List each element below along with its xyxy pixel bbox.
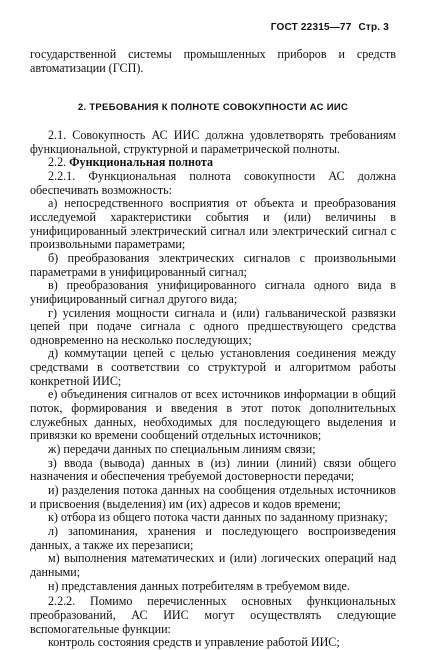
page-number: Стр. 3 (358, 22, 389, 33)
list-item: л) запоминания, хранения и последующего воспроизведения данных, а также их перезаписи; (30, 524, 396, 552)
paragraph-2-2-2: 2.2.2. Помимо перечисленных основных функциональных преобразований, АС ИИС могут осуществлять следующие вспомогательные функции: (30, 594, 396, 636)
list-item: и) разделения потока данных на сообщения отдельных источников и присвоения (выделения) им (их) адресов и кодов времени; (30, 483, 396, 511)
list-item: а) непосредственного восприятия от объекта и преобразования исследуемой характеристики события и (или) величины в унифицированный электрический сигнал или электрический сигнал с произвольными параметрами; (30, 196, 396, 252)
last-line: контроль состояния средств и управление работой ИИС; (48, 635, 340, 650)
paragraph-2-2-1: 2.2.1. Функциональная полнота совокупности АС должна обеспечивать возможность: (30, 168, 396, 197)
list-item: н) представления данных потребителям в требуемом виде. (48, 578, 350, 593)
page-header (271, 22, 389, 33)
list-item: д) коммутации цепей с целью установления соединения между средствами в соответствии со структурой и алгоритмом работы конкретной ИИС; (30, 346, 396, 388)
list-item: г) усиления мощности сигнала и (или) гальванической развязки цепей при подаче сигнала с одного предшествующего средства одновременно на несколько последующих; (30, 305, 396, 347)
list-item: б) преобразования электрических сигналов с произвольными параметрами в унифицированный сигнал; (30, 250, 396, 279)
paragraph-2-2-number: 2.2. (48, 155, 67, 170)
paragraph-2-2 (30, 156, 396, 170)
list-item: ж) передачи данных по специальным линиям связи; (48, 442, 316, 457)
list-item: в) преобразования унифицированного сигнала одного вида в унифицированный сигнал другого вида; (30, 278, 396, 306)
section-title: 2. ТРЕБОВАНИЯ К ПОЛНОТЕ СОВОКУПНОСТИ АС ИИС (77, 102, 349, 114)
list-item: е) объединения сигналов от всех источников информации в общий поток, формирования и введения в этот поток дополнительных служебных данных, необходимых для последующего выделения и привязки ко времени сообщений отдельных источников; (30, 387, 396, 443)
list-item: м) выполнения математических и (или) логических операций над данными; (30, 551, 396, 579)
intro-paragraph: государственной системы промышленных приборов и средств автоматизации (ГСП). (30, 47, 396, 75)
paragraph-2-1: 2.1. Совокупность АС ИИС должна удовлетворять требованиям функциональной, структурной и параметрической полноты. (30, 127, 396, 156)
subsection-title: Функциональная полнота (69, 155, 214, 170)
list-item: з) ввода (вывода) данных в (из) линии (линий) связи общего назначения и обеспечения требуемой достоверности передачи; (30, 455, 396, 484)
gost-number: ГОСТ 22315—77 (270, 22, 352, 33)
document-body (30, 48, 396, 650)
list-item: к) отбора из общего потока части данных по заданному признаку; (48, 510, 388, 525)
